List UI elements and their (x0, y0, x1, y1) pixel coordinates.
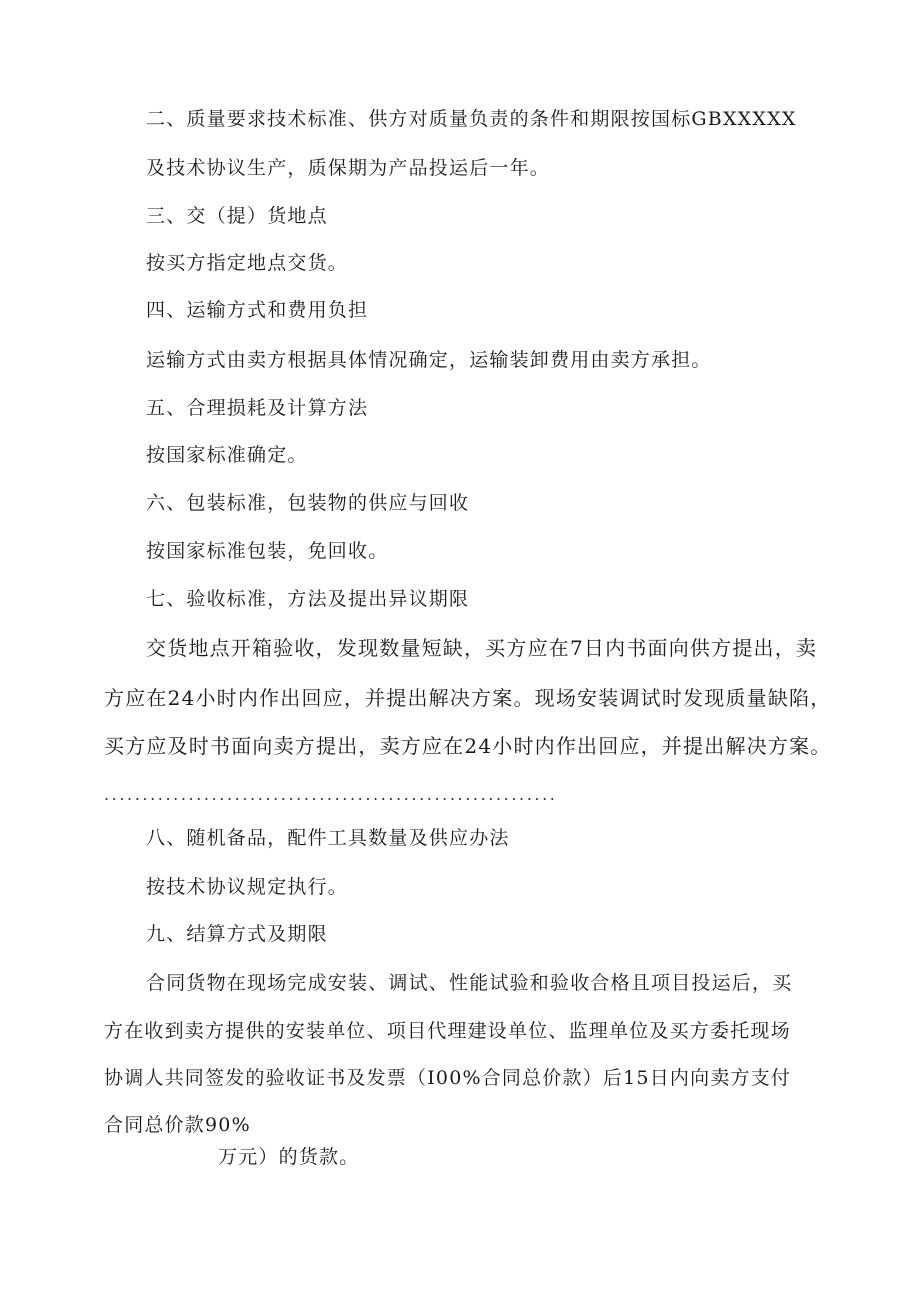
section-4-heading: 四、运输方式和费用负担 (146, 299, 369, 321)
section-9-body-line: 万元）的货款。 (218, 1146, 360, 1168)
section-6-heading: 六、包装标准，包装物的供应与回收 (146, 492, 470, 514)
section-2-heading: 二、质量要求技术标准、供方对质量负责的条件和期限按国标GBXXXXX (146, 108, 797, 130)
section-9-body-line: 合同货物在现场完成安装、调试、性能试验和验收合格且项目投运后，买 (146, 972, 793, 994)
section-4-body: 运输方式由卖方根据具体情况确定，运输装卸费用由卖方承担。 (146, 349, 712, 371)
section-9-body-line: 协调人共同签发的验收证书及发票（I00%合同总价款）后15日内向卖方支付 (104, 1067, 792, 1089)
section-3-heading: 三、交（提）货地点 (146, 205, 328, 227)
section-9-body-line: 合同总价款90% (104, 1114, 251, 1136)
section-7-body-line: 交货地点开箱验收，发现数量短缺，买方应在7日内书面向供方提出，卖 (146, 636, 818, 660)
section-8-body: 按技术协议规定执行。 (146, 876, 349, 898)
section-9-heading: 九、结算方式及期限 (146, 923, 328, 945)
section-5-body: 按国家标准确定。 (146, 444, 308, 466)
section-7-heading: 七、验收标准，方法及提出异议期限 (146, 588, 470, 610)
ellipsis-divider: ........................................................... (104, 785, 558, 804)
section-2-body: 及技术协议生产，质保期为产品投运后一年。 (146, 157, 551, 179)
section-7-body-line: 方应在24小时内作出回应，并提出解决方案。现场安装调试时发现质量缺陷， (104, 686, 832, 710)
section-3-body: 按买方指定地点交货。 (146, 252, 349, 274)
section-5-heading: 五、合理损耗及计算方法 (146, 397, 369, 419)
section-6-body: 按国家标准包装，免回收。 (146, 540, 389, 562)
section-7-body-line: 买方应及时书面向卖方提出，卖方应在24小时内作出回应，并提出解决方案。 (104, 734, 832, 758)
section-9-body-line: 方在收到卖方提供的安装单位、项目代理建设单位、监理单位及买方委托现场 (104, 1020, 791, 1042)
section-8-heading: 八、随机备品，配件工具数量及供应办法 (146, 827, 510, 849)
